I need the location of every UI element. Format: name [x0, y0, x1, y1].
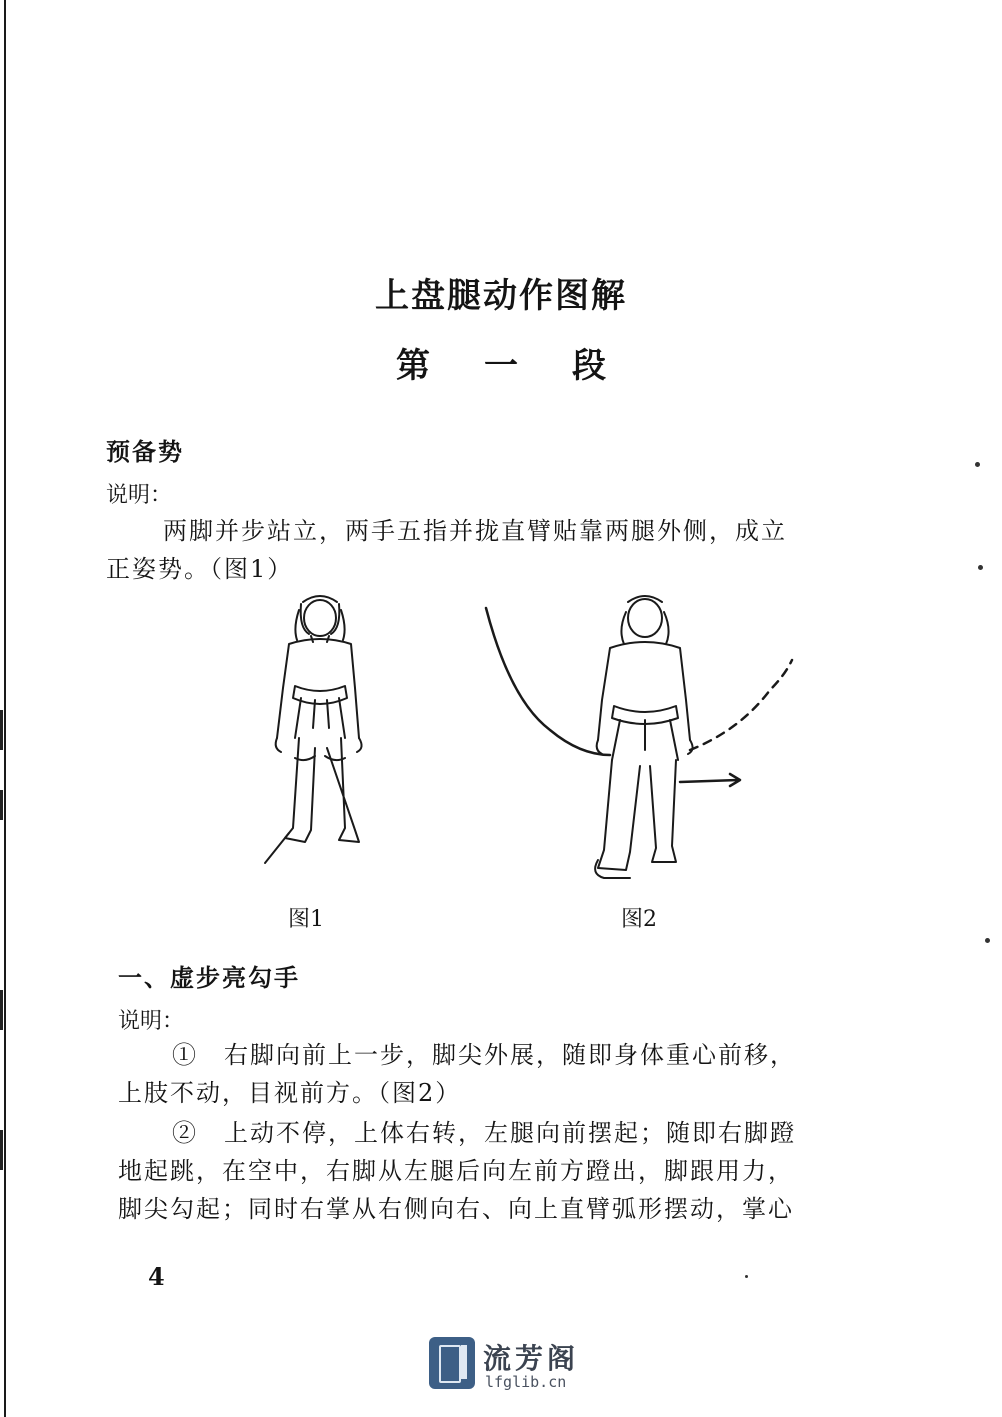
- move1-line: 上肢不动，目视前方。（图2）: [118, 1079, 462, 1107]
- section-title: 第一段: [396, 346, 660, 386]
- figure-1-caption: 图1: [288, 907, 324, 932]
- scan-speck: [978, 565, 983, 570]
- scan-artifact: [0, 790, 3, 820]
- move1-line: ② 上动不停，上体右转，左腿向前摆起；随即右脚蹬: [172, 1119, 796, 1147]
- scan-artifact: [0, 1130, 3, 1170]
- move1-line: 脚尖勾起；同时右掌从右侧向右、向上直臂弧形摆动，掌心: [118, 1195, 794, 1223]
- page-number: 4: [148, 1262, 165, 1291]
- scan-artifact: [0, 710, 3, 750]
- figure-1-illustration: [255, 588, 385, 878]
- prep-heading: 预备势: [106, 437, 184, 466]
- watermark-url: lfglib.cn: [485, 1373, 567, 1391]
- prep-label: 说明：: [106, 483, 173, 508]
- move1-line: ① 右脚向前上一步，脚尖外展，随即身体重心前移，: [172, 1041, 796, 1069]
- scan-speck: [745, 1275, 748, 1278]
- prep-line: 正姿势。（图1）: [106, 555, 294, 583]
- watermark: [425, 1335, 605, 1395]
- scan-speck: [985, 938, 990, 943]
- figure-2-caption: 图2: [621, 907, 657, 932]
- scan-artifact: [0, 990, 3, 1030]
- page-title: 上盘腿动作图解: [375, 276, 627, 316]
- scan-speck: [975, 462, 980, 467]
- watermark-name: 流芳阁: [483, 1342, 580, 1375]
- prep-line: 两脚并步站立，两手五指并拢直臂贴靠两腿外侧，成立: [163, 517, 787, 545]
- move1-heading: 一、虚步亮勾手: [118, 963, 300, 992]
- figure-2-illustration: [480, 590, 800, 890]
- move1-line: 地起跳，在空中，右脚从左腿后向左前方蹬出，脚跟用力，: [118, 1157, 794, 1185]
- scan-left-border: [4, 0, 6, 1417]
- move1-label: 说明：: [118, 1009, 185, 1034]
- book-icon: [429, 1337, 475, 1389]
